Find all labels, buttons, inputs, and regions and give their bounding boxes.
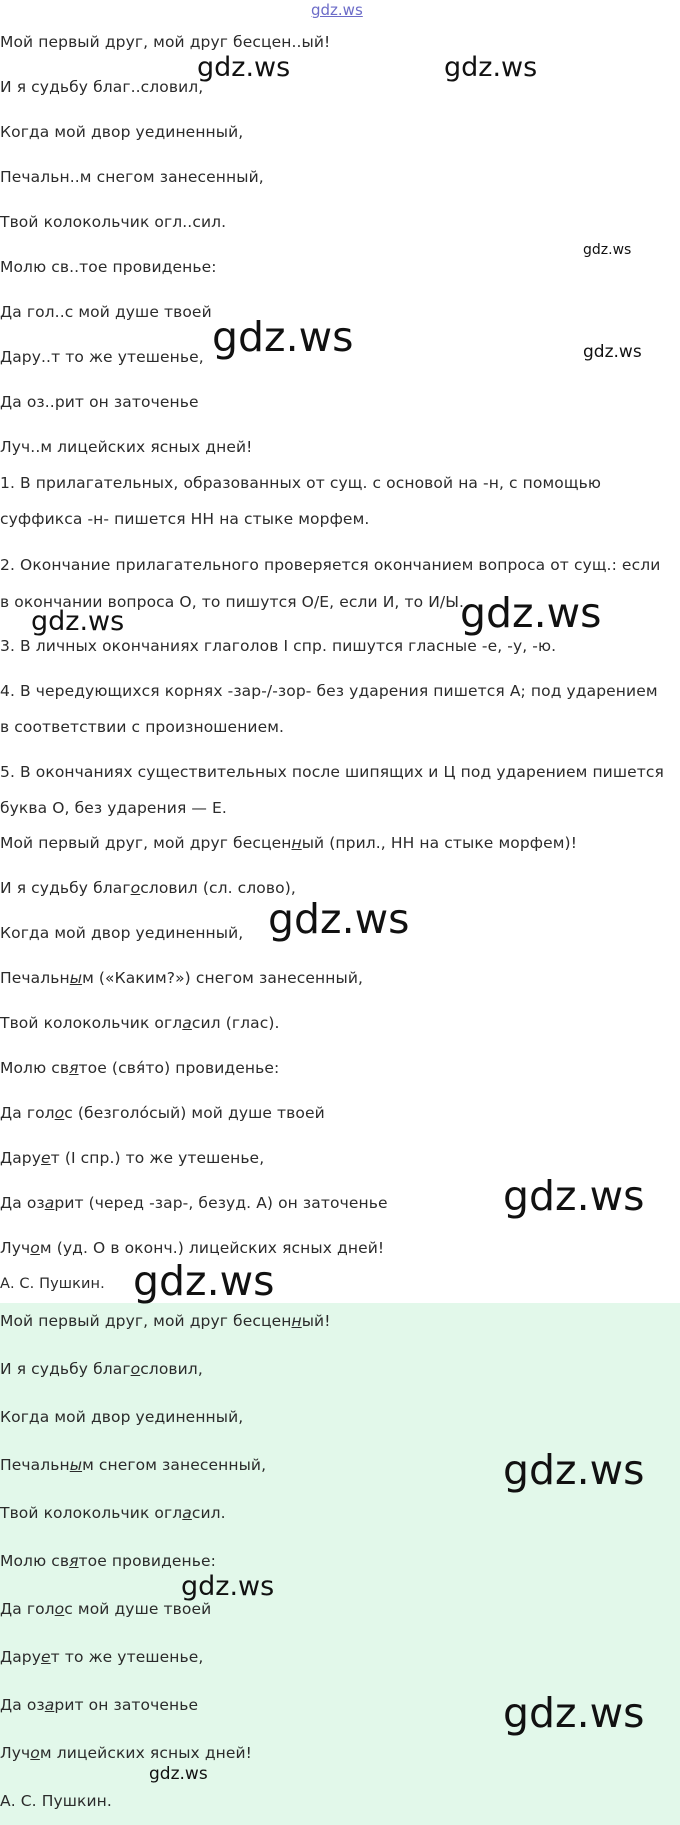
final-line: Твой колокольчик огласил. xyxy=(0,1504,226,1522)
watermark: gdz.ws xyxy=(503,1172,645,1220)
task-line: И я судьбу благ..словил, xyxy=(0,78,204,96)
inserted-letter: о xyxy=(30,1744,40,1762)
inserted-letter: ы xyxy=(69,1456,83,1474)
final-line: Да голос мой душе твоей xyxy=(0,1600,212,1618)
inserted-letter: о xyxy=(130,1360,141,1378)
inserted-letter: а xyxy=(182,1014,192,1032)
rule-line: буква О, без ударения — Е. xyxy=(0,799,227,817)
author-signature: А. С. Пушкин. xyxy=(0,1276,105,1292)
inserted-letter: е xyxy=(41,1149,51,1167)
inserted-letter: о xyxy=(54,1104,65,1122)
rule-line: в соответствии с произношением. xyxy=(0,718,285,736)
watermark: gdz.ws xyxy=(444,52,538,83)
inserted-letter: о xyxy=(130,879,141,897)
solved-line: Когда мой двор уединенный, xyxy=(0,924,244,942)
task-line: Мой первый друг, мой друг бесцен..ый! xyxy=(0,33,331,51)
inserted-letter: я xyxy=(69,1059,79,1077)
task-line: Когда мой двор уединенный, xyxy=(0,123,244,141)
inserted-letter: н xyxy=(291,1312,302,1330)
final-line: Печальным снегом занесенный, xyxy=(0,1456,267,1474)
solved-line: Мой первый друг, мой друг бесценный (прил., НН на стыке морфем)! xyxy=(0,834,578,852)
inserted-letter: е xyxy=(41,1648,51,1666)
rule-line: 4. В чередующихся корнях -зар-/-зор- без ударения пишется А; под ударением xyxy=(0,682,658,700)
solved-line: Дарует (I спр.) то же утешенье, xyxy=(0,1149,265,1167)
watermark: gdz.ws xyxy=(503,1446,645,1494)
final-line: Дарует то же утешенье, xyxy=(0,1648,204,1666)
rule-line: 2. Окончание прилагательного проверяется окончанием вопроса от сущ.: если xyxy=(0,556,661,574)
watermark: gdz.ws xyxy=(212,313,354,361)
task-line: Дару..т то же утешенье, xyxy=(0,348,204,366)
inserted-letter: н xyxy=(291,834,302,852)
inserted-letter: а xyxy=(44,1696,55,1714)
rule-line: 3. В личных окончаниях глаголов I спр. пишутся гласные -е, -у, -ю. xyxy=(0,637,557,655)
watermark-top-link[interactable]: gdz.ws xyxy=(311,1,363,19)
solved-line: Молю святое (свя́то) провиденье: xyxy=(0,1059,280,1077)
watermark: gdz.ws xyxy=(583,342,642,362)
final-line: Молю святое провиденье: xyxy=(0,1552,216,1570)
author-signature: А. С. Пушкин. xyxy=(0,1792,112,1810)
final-line: Да озарит он заточенье xyxy=(0,1696,199,1714)
final-line: Когда мой двор уединенный, xyxy=(0,1408,244,1426)
task-line: Да оз..рит он заточенье xyxy=(0,393,199,411)
rule-line: суффикса -н- пишется НН на стыке морфем. xyxy=(0,510,370,528)
task-line: Молю св..тое провиденье: xyxy=(0,258,217,276)
final-line: Мой первый друг, мой друг бесценный! xyxy=(0,1312,331,1330)
watermark: gdz.ws xyxy=(503,1689,645,1737)
watermark: gdz.ws xyxy=(268,895,410,943)
watermark: gdz.ws xyxy=(181,1571,275,1602)
inserted-letter: а xyxy=(182,1504,192,1522)
rule-line: в окончании вопроса О, то пишутся О/Е, если И, то И/Ы. xyxy=(0,593,465,611)
solved-line: Да голос (безголо́сый) мой душе твоей xyxy=(0,1104,325,1122)
watermark: gdz.ws xyxy=(583,242,632,258)
inserted-letter: о xyxy=(30,1239,40,1257)
inserted-letter: я xyxy=(69,1552,79,1570)
watermark: gdz.ws xyxy=(31,606,125,637)
solved-line: Да озарит (черед -зар-, безуд. А) он заточенье xyxy=(0,1194,388,1212)
task-line: Да гол..с мой душе твоей xyxy=(0,303,212,321)
inserted-letter: а xyxy=(44,1194,55,1212)
watermark: gdz.ws xyxy=(197,52,291,83)
inserted-letter: о xyxy=(54,1600,65,1618)
inserted-letter: ы xyxy=(69,969,83,987)
solved-line: И я судьбу благословил (сл. слово), xyxy=(0,879,296,897)
watermark: gdz.ws xyxy=(460,589,602,637)
watermark: gdz.ws xyxy=(133,1257,275,1305)
task-line: Твой колокольчик огл..сил. xyxy=(0,213,227,231)
watermark: gdz.ws xyxy=(149,1764,208,1784)
solved-line: Лучом (уд. О в оконч.) лицейских ясных дней! xyxy=(0,1239,385,1257)
rule-line: 1. В прилагательных, образованных от сущ. с основой на -н, с помощью xyxy=(0,474,601,492)
final-line: Лучом лицейских ясных дней! xyxy=(0,1744,253,1762)
task-line: Луч..м лицейских ясных дней! xyxy=(0,438,253,456)
solved-line: Печальным («Каким?») снегом занесенный, xyxy=(0,969,364,987)
rule-line: 5. В окончаниях существительных после шипящих и Ц под ударением пишется xyxy=(0,763,664,781)
final-line: И я судьбу благословил, xyxy=(0,1360,203,1378)
solved-line: Твой колокольчик огласил (глас). xyxy=(0,1014,280,1032)
task-line: Печальн..м снегом занесенный, xyxy=(0,168,264,186)
